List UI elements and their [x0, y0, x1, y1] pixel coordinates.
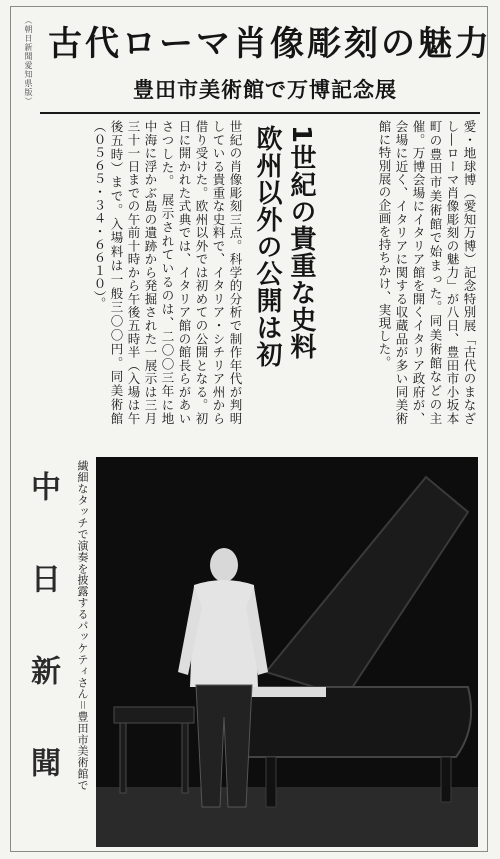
source-note: （朝日新聞愛知県版）	[24, 16, 33, 106]
concert-photo	[96, 457, 478, 847]
newspaper-name: 中日新聞	[25, 471, 60, 839]
article-column-right: 愛・地球博（愛知万博）記念特別展「古代のまなざし―ローマ肖像彫刻の魅力」が八日、豊田市小坂本町の豊田市美術館で始まった。同美術館などの主催。万博会場にイタリア館を開くイタリア政府が、会場に近く、イタリアに関する収蔵品が多い同美術館に特別展の企画を持ちかけ、実現した。	[377, 120, 477, 425]
headline: 古代ローマ肖像彫刻の魅力	[48, 24, 492, 64]
bench-leg	[182, 723, 188, 793]
stage-floor	[96, 787, 478, 847]
pianist-illustration	[96, 457, 478, 847]
vertical-headline-line1: 1世紀の貴重な史料	[286, 125, 316, 361]
article-column-left	[42, 120, 244, 425]
piano-keys	[246, 687, 326, 697]
subheadline: 豊田市美術館で万博記念展	[133, 78, 397, 102]
bench-leg	[120, 723, 126, 793]
photo-caption: 繊細なタッチで演奏を披露するパッケティさん＝豊田市美術館で	[76, 460, 89, 791]
article-column-middle: 世紀の肖像彫刻三点。科学的分析で制作年代が判明している貴重な史料で、イタリア・シチリア州から借り受けた。欧州以外では初めての公開となる。初日に開かれた式典では、イタリア館の館長らがあいさつした。	[160, 120, 243, 425]
pianist-head	[210, 548, 238, 582]
vertical-headline-line2: 欧州以外の公開は初	[252, 125, 282, 368]
piano-leg	[266, 757, 276, 807]
piano-body	[246, 687, 471, 757]
pianist-shirt	[190, 580, 258, 687]
piano-leg	[441, 757, 451, 802]
piano-lid	[266, 477, 468, 697]
piano-bench	[114, 707, 194, 723]
headline-rule	[40, 112, 480, 114]
vertical-headline	[248, 125, 322, 425]
article-column-left-text: 展示されているのは、二〇〇三年に地中海に浮かぶ島の遺跡から発掘された一展示は三月三十一日までの午前十時から午後五時半（入場は午後五時）まで。入場料は一般三〇〇円。同美術館（０５６５・３４・６６１０）。	[92, 120, 175, 425]
